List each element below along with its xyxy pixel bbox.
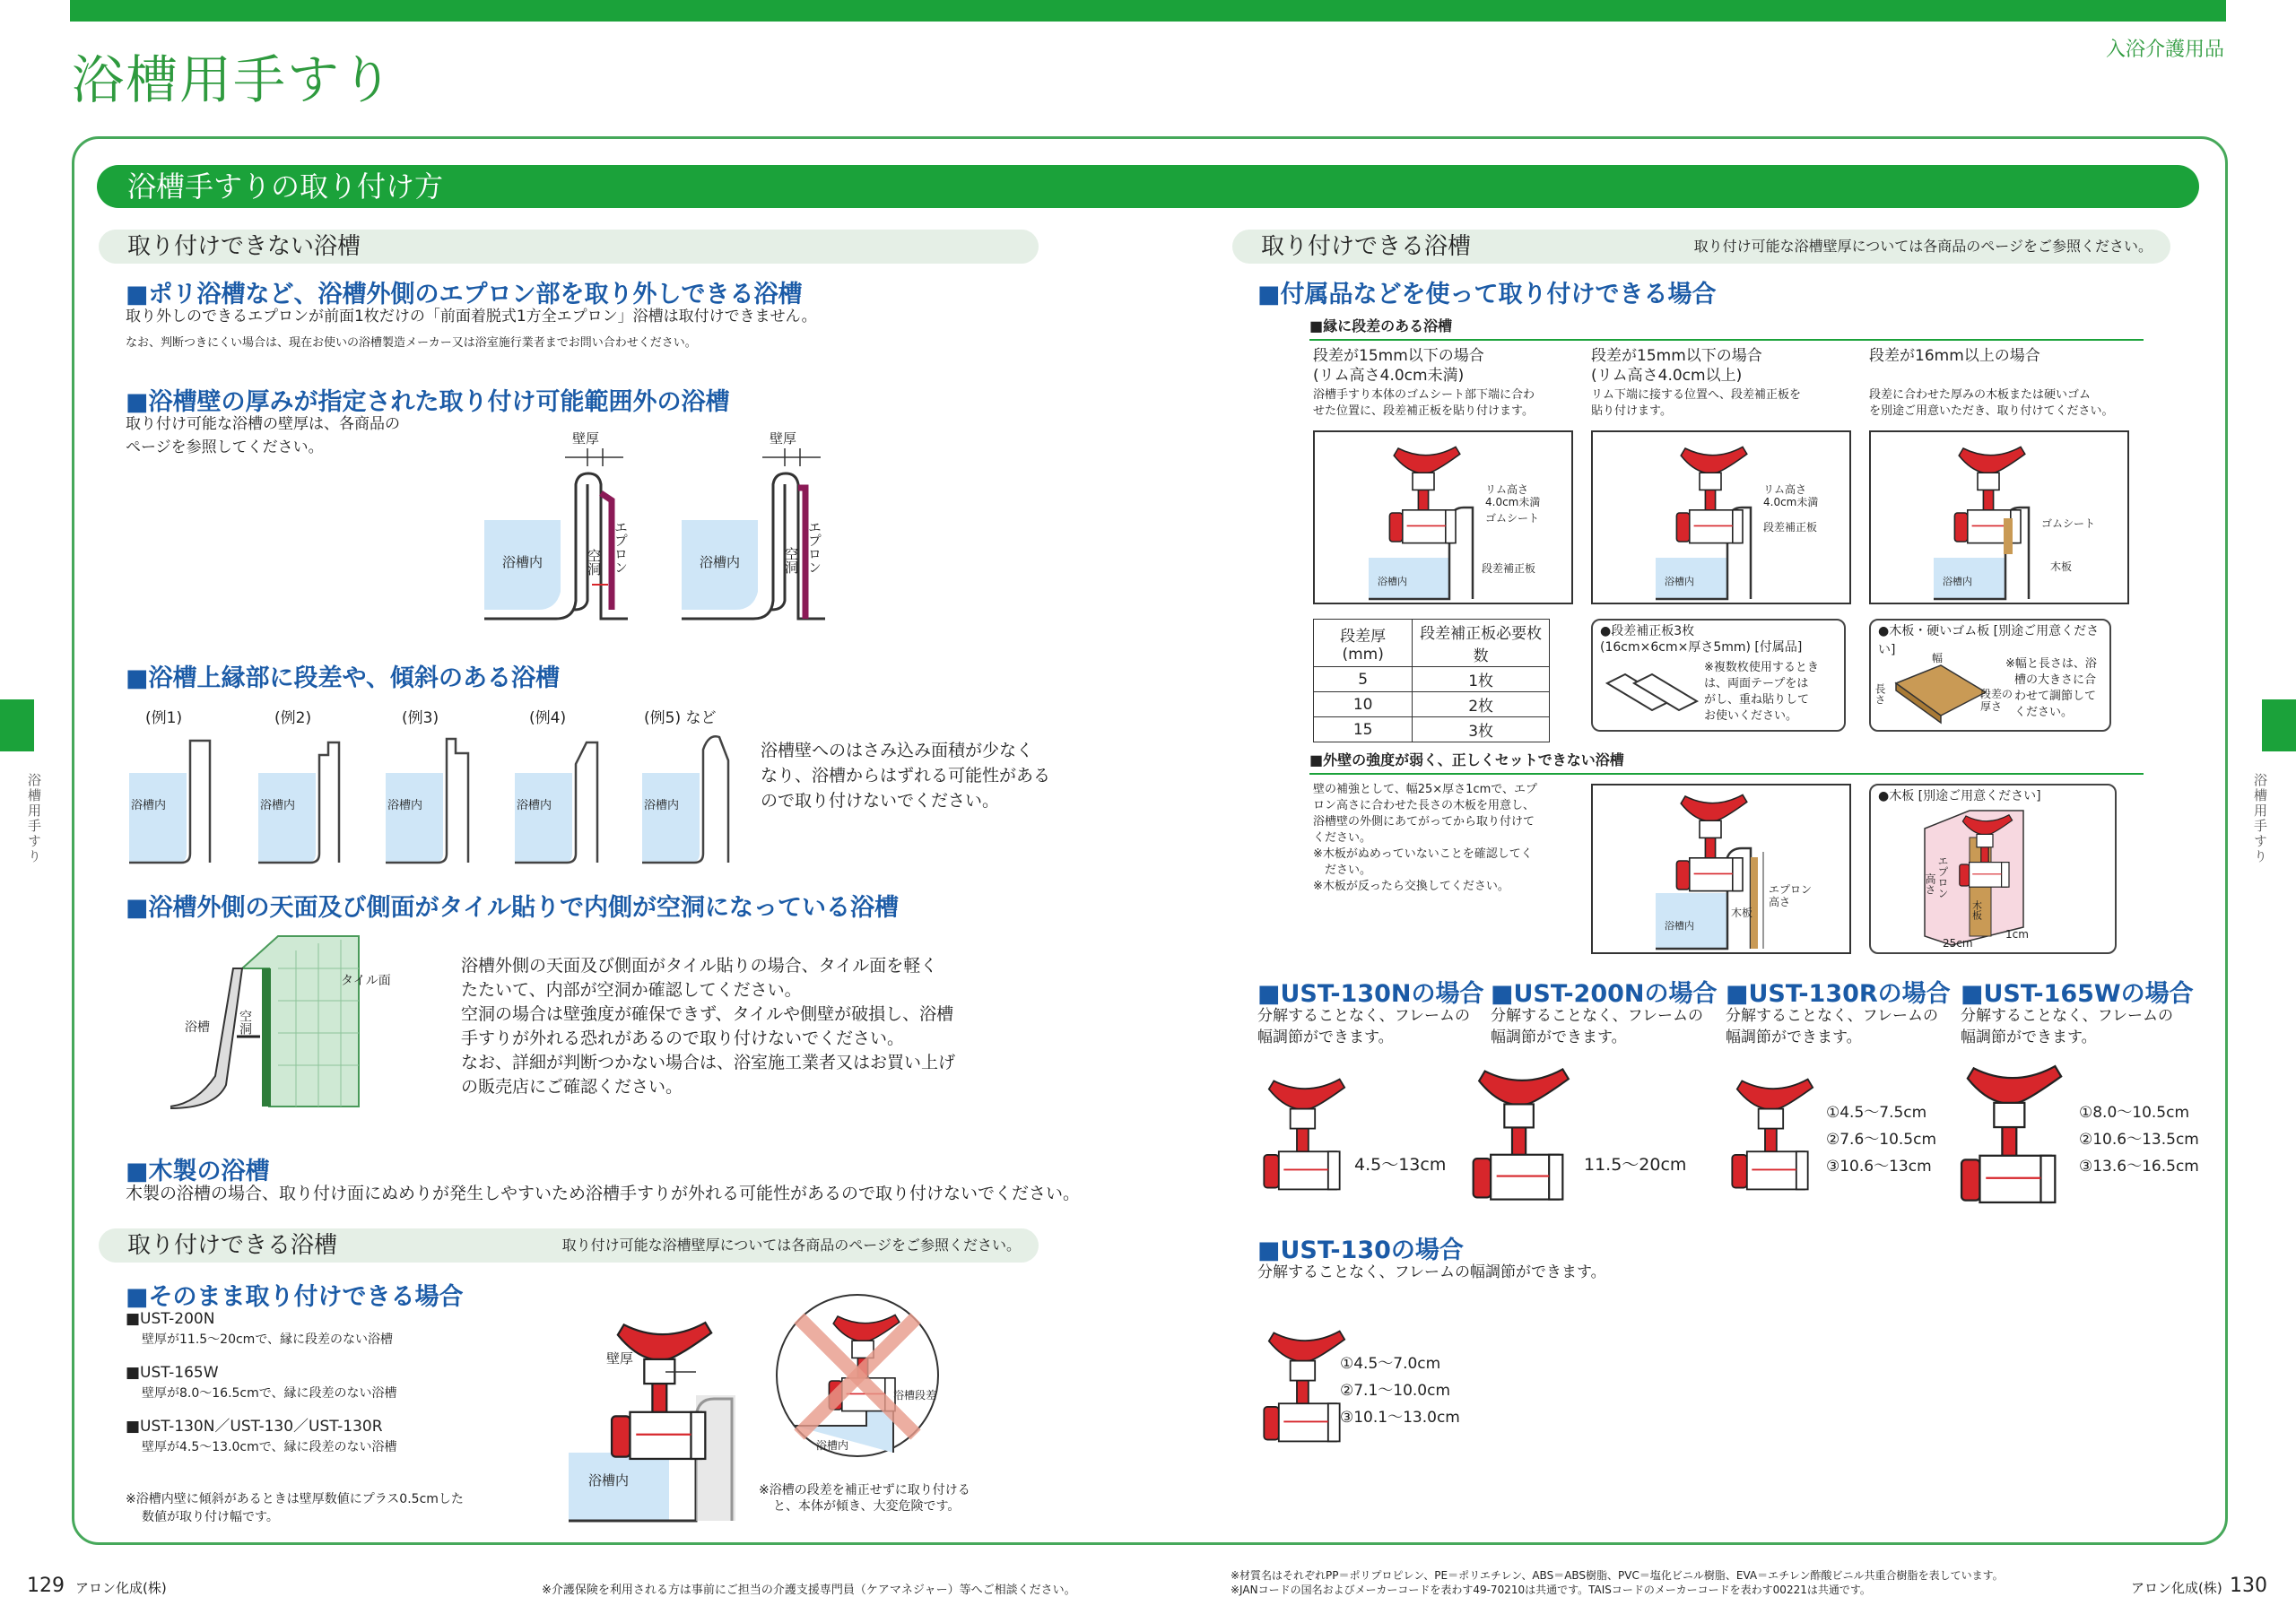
model-130-desc: 分解することなく、フレームの幅調節ができます。: [1257, 1263, 1606, 1281]
step-label-warn: 浴槽段差: [893, 1389, 937, 1402]
side-tab-right[interactable]: [2262, 699, 2296, 751]
section-thickness-text1: 取り付け可能な浴槽の壁厚は、各商品の: [126, 415, 400, 433]
weak-wall-image: [1591, 784, 1851, 954]
col3-image: [1869, 430, 2129, 604]
inside-label-1: 浴槽内: [502, 554, 544, 570]
model-130r-r3: ③10.6～13cm: [1826, 1158, 1932, 1176]
model-130-r1: ①4.5～7.0cm: [1340, 1355, 1441, 1373]
step-text-2: なり、浴槽からはずれる可能性がある: [761, 766, 1051, 785]
hollow-label-tile: 空洞: [238, 1010, 252, 1035]
model-200n-d1: 分解することなく、フレームの: [1491, 1007, 1703, 1025]
model-165w-desc: 壁厚が8.0～16.5cmで、縁に段差のない浴槽: [142, 1386, 397, 1401]
section-wood-title: ■木製の浴槽: [126, 1158, 270, 1185]
model-200n-image: [1465, 1058, 1582, 1211]
side-tab-left[interactable]: [0, 699, 34, 751]
wood-board-box: [1869, 619, 2111, 732]
model-130r-r2: ②7.6～10.5cm: [1826, 1131, 1937, 1149]
tile-text-1: 浴槽外側の天面及び側面がタイル貼りの場合、タイル面を軽く: [461, 956, 938, 976]
ex5-inside: 浴槽内: [644, 799, 680, 812]
step-table: [1313, 619, 1550, 742]
model-200n-name: ■UST-200N: [126, 1310, 215, 1328]
col1-head2: (リム高さ4.0cm未満): [1313, 367, 1465, 385]
rim-step-subtitle: ■縁に段差のある浴槽: [1309, 317, 1453, 334]
col2-head2: (リム高さ4.0cm以上): [1591, 367, 1743, 385]
right-page-number: 130: [2230, 1575, 2267, 1597]
warning-diagram: [768, 1291, 947, 1462]
accessory-install-title: ■付属品などを使って取り付けできる場合: [1257, 281, 1717, 308]
wood-label-3: 木板: [1970, 900, 1983, 920]
tile-label: タイル面: [341, 974, 391, 988]
section-thickness-text2: ページを参照してください。: [126, 438, 324, 456]
section-poly-text: 取り外しのできるエプロンが前面1枚だけの「前面着脱式1方全エプロン」浴槽は取付けできません。: [126, 308, 817, 325]
step-text-1: 浴槽壁へのはさみ込み面積が少なく: [761, 741, 1034, 760]
model-200n-title: ■UST-200Nの場合: [1491, 980, 1718, 1008]
model-130n-image: [1257, 1058, 1356, 1211]
apron-label-1: エプロン: [613, 520, 629, 574]
ex3-inside: 浴槽内: [387, 799, 423, 812]
side-label-right: 浴槽用手すり: [2252, 773, 2268, 864]
installable-left-header: [99, 1228, 1039, 1263]
col2-l3: 段差補正板: [1763, 521, 1818, 534]
apron-diagram-1: [484, 430, 629, 619]
weak-apron-2: 高さ: [1769, 896, 1791, 908]
apron-diagram-2: [682, 430, 825, 619]
weak-inside: 浴槽内: [1665, 920, 1694, 932]
wall-label-2: 壁厚: [770, 430, 797, 447]
inside-label-direct: 浴槽内: [588, 1472, 630, 1488]
wood-only-title: ●木板 [別途ご用意ください]: [1878, 789, 2041, 803]
tile-text-4: 手すりが外れる恐れがあるので取り付けないでください。: [461, 1028, 905, 1048]
top-accent-bar: [70, 0, 2226, 22]
wood-1cm: 1cm: [2005, 928, 2029, 941]
tile-text-3: 空洞の場合は壁強度が確保できず、タイルや側壁が破損し、浴槽: [461, 1004, 954, 1024]
step-examples-diagram: [124, 728, 752, 873]
col1-l4: 段差補正板: [1482, 562, 1536, 575]
model-130n-d2: 幅調節ができます。: [1257, 1028, 1394, 1046]
inside-label-warn: 浴槽内: [816, 1439, 849, 1452]
model-165w-r2: ②10.6～13.5cm: [2079, 1131, 2199, 1149]
wall-label-direct: 壁厚: [606, 1350, 634, 1367]
col1-l2: 4.0cm未満: [1485, 496, 1541, 508]
wood-h2: エプロン: [1936, 855, 1949, 898]
model-165w-r1: ①8.0～10.5cm: [2079, 1104, 2190, 1122]
col3-desc1: 段差に合わせた厚みの木板または硬いゴム: [1869, 388, 2092, 402]
plate-note-3: がし、重ね貼りして: [1704, 693, 1810, 707]
incline-note-2: 数値が取り付け幅です。: [142, 1510, 279, 1524]
installable-left-title: 取り付けできる浴槽: [127, 1232, 338, 1259]
direct-install-diagram: [561, 1309, 741, 1524]
col1-head1: 段差が15mm以下の場合: [1313, 347, 1484, 365]
wood-note-3: わせて調節して: [2014, 690, 2097, 703]
installable-right-note: 取り付け可能な浴槽壁厚については各商品のページをご参照ください。: [1693, 238, 2152, 255]
weak-wood: 木板: [1731, 907, 1753, 919]
step-text-3: ので取り付けないでください。: [761, 791, 1000, 811]
wood-h1: 高さ: [1924, 873, 1936, 895]
table-cell: 5: [1314, 667, 1413, 692]
wood-25: 25cm: [1943, 937, 1973, 950]
example-2-label: (例2): [274, 709, 312, 727]
not-installable-title: 取り付けできない浴槽: [127, 233, 361, 260]
model-130r-image: [1726, 1058, 1824, 1211]
weak-wall-divider: [1309, 773, 2144, 775]
col1-image: [1313, 430, 1573, 604]
model-165w-title: ■UST-165Wの場合: [1961, 980, 2194, 1008]
page-title: 浴槽用手すり: [72, 49, 396, 110]
section-step-title: ■浴槽上縁部に段差や、傾斜のある浴槽: [126, 664, 560, 692]
section-tile-title: ■浴槽外側の天面及び側面がタイル貼りで内側が空洞になっている浴槽: [126, 894, 899, 922]
col1-inside: 浴槽内: [1378, 576, 1407, 587]
direct-install-title: ■そのまま取り付けできる場合: [126, 1283, 464, 1311]
wood-note-2: 槽の大きさに合: [2014, 673, 2097, 687]
model-130r-d1: 分解することなく、フレームの: [1726, 1007, 1938, 1025]
example-1-label: (例1): [145, 709, 183, 727]
weak-text-7: ※木板が反ったら交換してください。: [1313, 880, 1509, 893]
hollow-label-1: 空洞: [586, 549, 602, 576]
section-poly-title: ■ポリ浴槽など、浴槽外側のエプロン部を取り外しできる浴槽: [126, 281, 803, 308]
installable-left-note: 取り付け可能な浴槽壁厚については各商品のページをご参照ください。: [561, 1237, 1021, 1254]
left-page-number: 129: [27, 1575, 65, 1597]
model-130r-r1: ①4.5～7.5cm: [1826, 1104, 1927, 1122]
tub-label: 浴槽: [185, 1020, 210, 1035]
warning-text-1: ※浴槽の段差を補正せずに取り付ける: [759, 1483, 970, 1497]
model-130-name: ■UST-130N／UST-130／UST-130R: [126, 1418, 383, 1436]
apron-label-2: エプロン: [806, 520, 822, 574]
weak-text-5: ※木板がぬめっていないことを確認してく: [1313, 847, 1533, 861]
tile-text-5: なお、詳細が判断つかない場合は、浴室施工業者又はお買い上げ: [461, 1053, 956, 1072]
right-company: アロン化成(株): [2131, 1580, 2222, 1596]
main-section-title: 浴槽手すりの取り付け方: [97, 165, 2199, 208]
col3-inside: 浴槽内: [1943, 576, 1972, 587]
weak-wall-subtitle: ■外壁の強度が弱く、正しくセットできない浴槽: [1309, 751, 1624, 768]
installable-right-header: [1232, 230, 2170, 264]
ex2-inside: 浴槽内: [260, 799, 296, 812]
warning-text-2: と、本体が傾き、大変危険です。: [773, 1499, 961, 1514]
wood-s2: 厚さ: [1980, 700, 2003, 713]
model-165w-name: ■UST-165W: [126, 1364, 219, 1382]
table-head-0: 段差厚 (mm): [1314, 620, 1413, 667]
table-cell: 10: [1314, 692, 1413, 717]
col3-l2: 木板: [2050, 560, 2073, 573]
model-130r-title: ■UST-130Rの場合: [1726, 980, 1951, 1008]
wood-s1: 段差の: [1980, 688, 2013, 700]
model-200n-d2: 幅調節ができます。: [1491, 1028, 1627, 1046]
weak-text-6: ださい。: [1313, 864, 1372, 877]
plate-title-1: ●段差補正板3枚: [1600, 624, 1695, 638]
installable-right-title: 取り付けできる浴槽: [1261, 233, 1472, 260]
model-200n-range: 11.5～20cm: [1584, 1155, 1687, 1175]
col2-l1: リム高さ: [1763, 483, 1807, 496]
weak-text-2: ロン高さに合わせた長さの木板を用意し、: [1313, 799, 1535, 812]
model-165w-r3: ③13.6～16.5cm: [2079, 1158, 2199, 1176]
model-130n-range: 4.5～13cm: [1354, 1155, 1447, 1175]
wood-l: 長さ: [1874, 683, 1886, 705]
wood-w: 幅: [1932, 652, 1944, 664]
wall-label-1: 壁厚: [572, 430, 600, 447]
col1-l1: リム高さ: [1485, 483, 1529, 496]
right-footer-note-2: ※JANコードの国名およびメーカーコードを表わす49-70210は共通です。TAISコードのメーカーコードを表わす00221は共通です。: [1231, 1584, 1871, 1596]
example-3-label: (例3): [402, 709, 439, 727]
table-cell: 1枚: [1413, 667, 1550, 692]
model-130-desc: 壁厚が4.5～13.0cmで、縁に段差のない浴槽: [142, 1440, 397, 1454]
side-label-left: 浴槽用手すり: [26, 773, 42, 864]
correction-plate-box: [1591, 619, 1846, 732]
example-5-label: (例5) など: [644, 709, 717, 727]
col1-desc1: 浴槽手すり本体のゴムシート部下端に合わ: [1313, 388, 1535, 402]
col2-head1: 段差が15mm以下の場合: [1591, 347, 1762, 365]
category-label: 入浴介護用品: [2105, 39, 2224, 61]
tile-diagram: [161, 933, 430, 1112]
weak-text-3: 浴槽壁の外側にあてがってから取り付けて: [1313, 815, 1535, 829]
model-130-r2: ②7.1～10.0cm: [1340, 1382, 1451, 1400]
plate-note-4: お使いください。: [1704, 709, 1798, 723]
col2-l2: 4.0cm未満: [1763, 496, 1819, 508]
table-cell: 3枚: [1413, 717, 1550, 742]
left-company: アロン化成(株): [75, 1580, 167, 1596]
table-cell: 15: [1314, 717, 1413, 742]
plate-note-2: は、両面テープをは: [1704, 677, 1809, 690]
wood-note-4: ください。: [2014, 706, 2074, 719]
section-poly-note: なお、判断つきにくい場合は、現在お使いの浴槽製造メーカー又は浴室施行業者までお問い合わせください。: [126, 336, 697, 350]
weak-text-4: ください。: [1313, 831, 1372, 845]
section-wood-text: 木製の浴槽の場合、取り付け面にぬめりが発生しやすいため浴槽手すりが外れる可能性があるので取り付けないでください。: [126, 1184, 1081, 1203]
wood-box-title: ●木板・硬いゴム板 [別途ご用意ください]: [1878, 624, 2100, 657]
weak-apron-1: エプロン: [1769, 883, 1813, 896]
model-165w-d2: 幅調節ができます。: [1961, 1028, 2097, 1046]
model-200n-desc: 壁厚が11.5～20cmで、縁に段差のない浴槽: [142, 1332, 394, 1347]
hollow-label-2: 空洞: [783, 547, 799, 574]
inside-label-2: 浴槽内: [700, 554, 741, 570]
ex1-inside: 浴槽内: [131, 799, 167, 812]
table-head-1: 段差補正板必要枚数: [1413, 620, 1550, 667]
plate-title-2: (16cm×6cm×厚さ5mm) [付属品]: [1600, 640, 1803, 655]
ex4-inside: 浴槽内: [517, 799, 552, 812]
col1-l3: ゴムシート: [1485, 512, 1540, 525]
plate-note-1: ※複数枚使用するとき: [1704, 661, 1819, 674]
col1-desc2: せた位置に、段差補正板を貼り付けます。: [1313, 404, 1534, 418]
col2-image: [1591, 430, 1851, 604]
col2-desc1: リム下端に接する位置へ、段差補正板を: [1591, 388, 1802, 402]
col3-desc2: を別途ご用意いただき、取り付けてください。: [1869, 404, 2114, 418]
model-130-r3: ③10.1～13.0cm: [1340, 1409, 1460, 1427]
model-165w-d1: 分解することなく、フレームの: [1961, 1007, 2173, 1025]
weak-text-1: 壁の補強として、幅25×厚さ1cmで、エプ: [1313, 783, 1537, 796]
col3-head1: 段差が16mm以上の場合: [1869, 347, 2040, 365]
model-130-title: ■UST-130の場合: [1257, 1237, 1464, 1264]
incline-note-1: ※浴槽内壁に傾斜があるときは壁厚数値にプラス0.5cmした: [126, 1492, 464, 1506]
col2-inside: 浴槽内: [1665, 576, 1694, 587]
not-installable-header: [99, 230, 1039, 264]
model-130n-d1: 分解することなく、フレームの: [1257, 1007, 1470, 1025]
wood-note-1: ※幅と長さは、浴: [2005, 657, 2097, 671]
tile-text-6: の販売店にご確認ください。: [461, 1077, 683, 1097]
rim-step-divider: [1309, 339, 2144, 341]
wood-only-box: [1869, 784, 2117, 954]
section-thickness-title: ■浴槽壁の厚みが指定された取り付け可能範囲外の浴槽: [126, 388, 730, 416]
right-footer-note-1: ※材質名はそれぞれPP＝ポリプロピレン、PE＝ポリエチレン、ABS＝ABS樹脂、PVC＝塩化ビニル樹脂、EVA＝エチレン酢酸ビニル共重合樹脂を表しています。: [1231, 1569, 2004, 1582]
model-130n-title: ■UST-130Nの場合: [1257, 980, 1484, 1008]
col2-desc2: 貼り付けます。: [1591, 404, 1672, 418]
left-footer-note: ※介護保険を利用される方は事前にご担当の介護支援専門員（ケアマネジャー）等へご相談ください。: [542, 1584, 1076, 1597]
apron-diagrams: [466, 430, 915, 628]
example-4-label: (例4): [529, 709, 567, 727]
col3-l1: ゴムシート: [2041, 517, 2096, 530]
tile-text-2: たたいて、内部が空洞か確認してください。: [461, 980, 802, 1000]
model-130r-d2: 幅調節ができます。: [1726, 1028, 1862, 1046]
model-165w-image: [1952, 1058, 2077, 1211]
table-cell: 2枚: [1413, 692, 1550, 717]
